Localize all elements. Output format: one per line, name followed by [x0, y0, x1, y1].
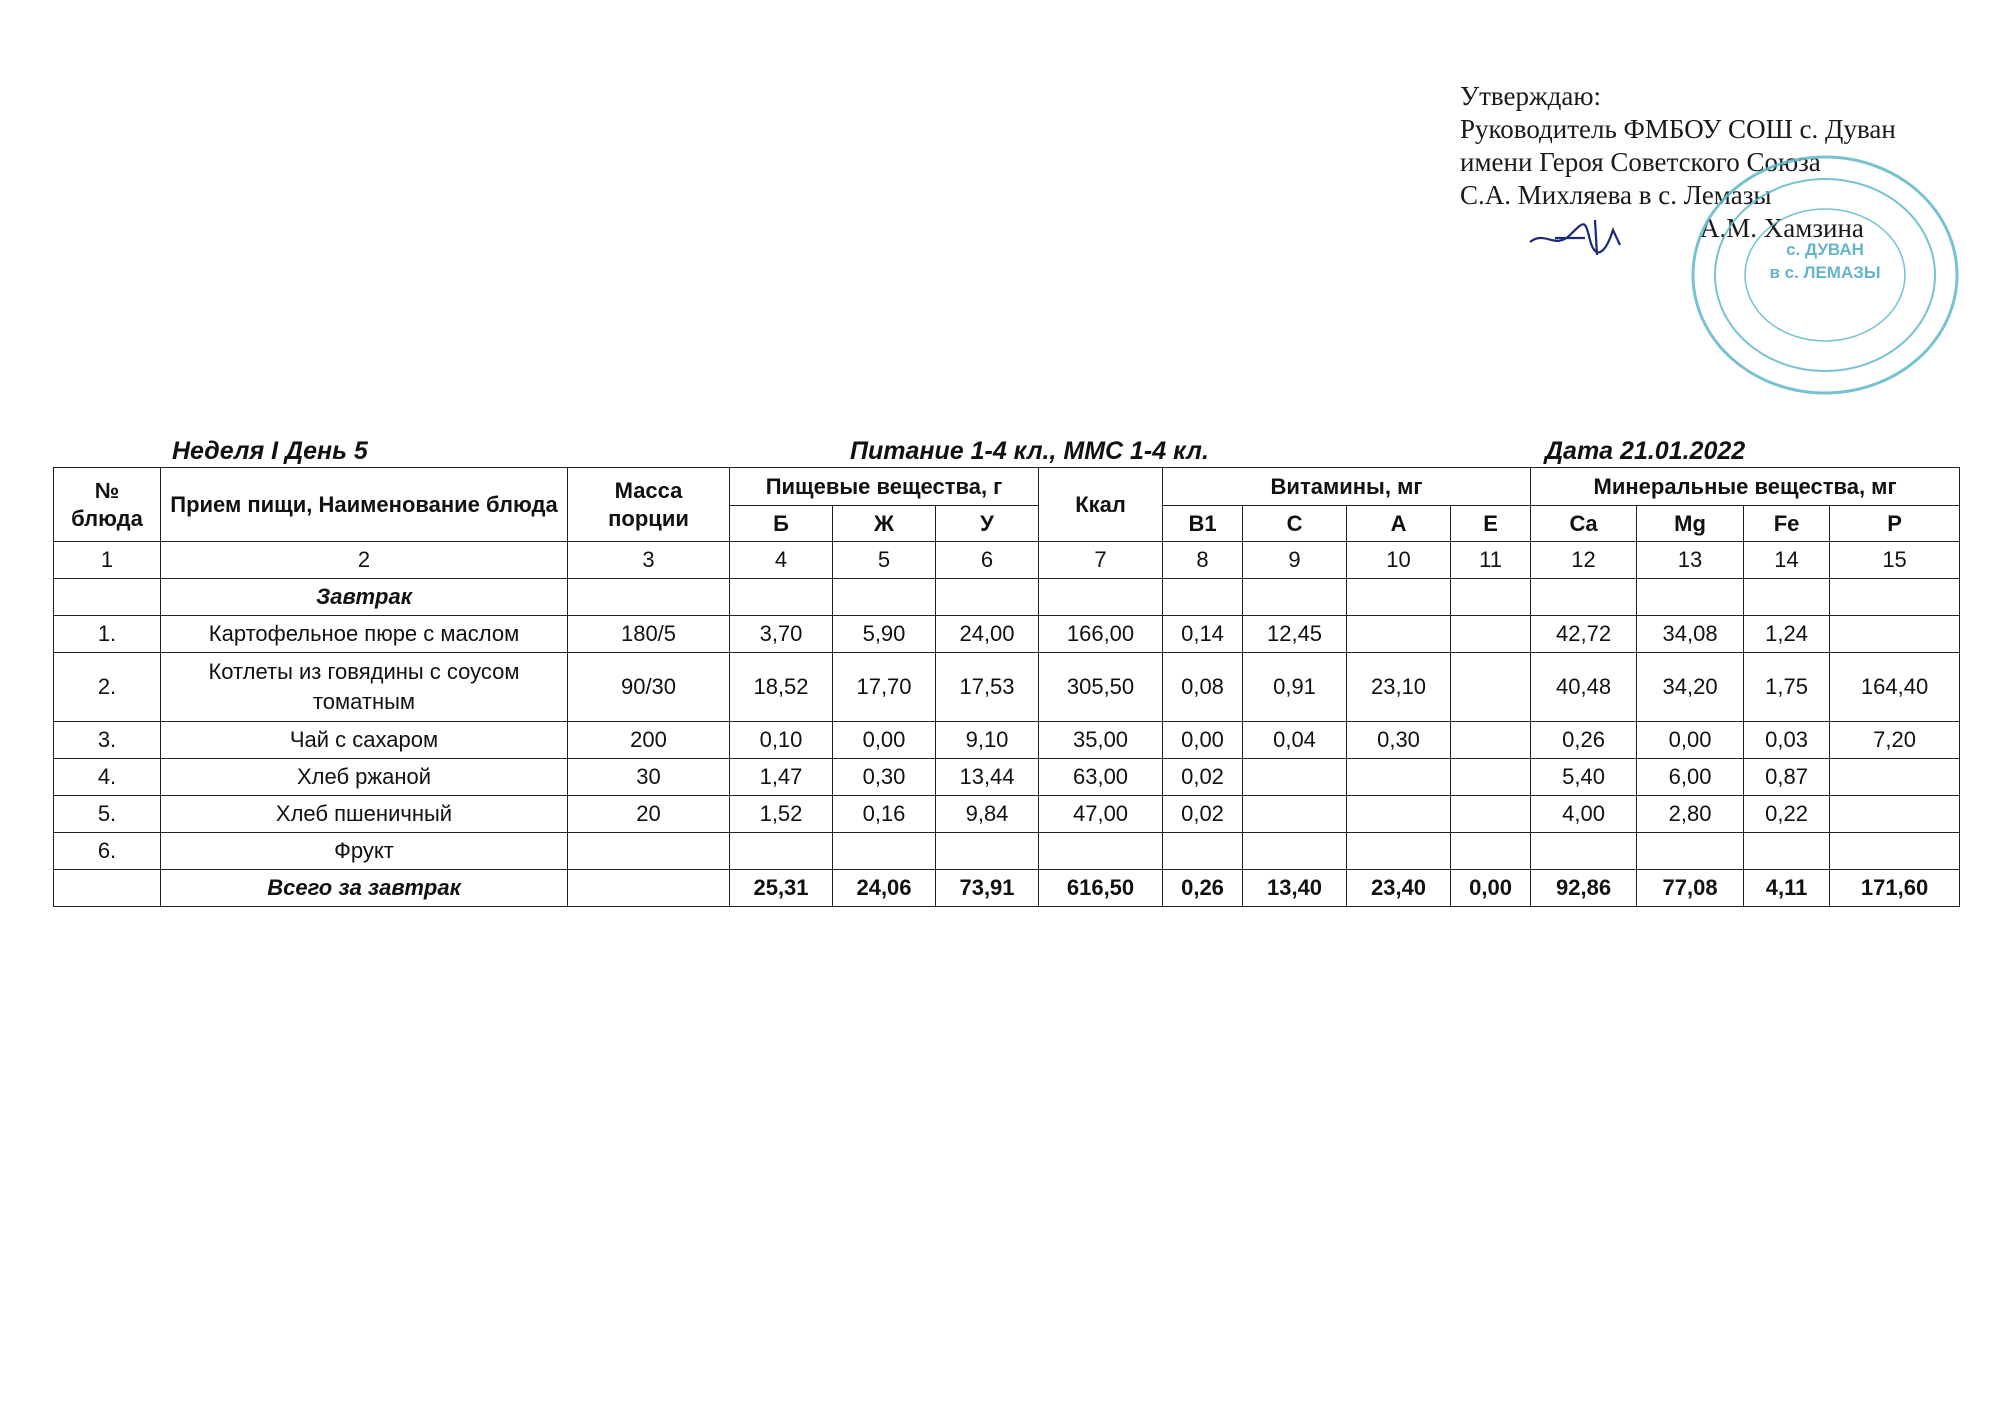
cell-ca [1531, 833, 1637, 870]
cell-c: 12,45 [1243, 616, 1347, 653]
col-number: 13 [1637, 542, 1744, 579]
cell-ca: 0,26 [1531, 722, 1637, 759]
cell-name: Котлеты из говядины с соусом томатным [161, 653, 568, 722]
cell-p [1830, 796, 1960, 833]
subheader-b: Б [730, 506, 833, 542]
cell-num: 2. [54, 653, 161, 722]
cell-p [1830, 759, 1960, 796]
header-kcal: Ккал [1039, 468, 1163, 542]
cell-b1: 0,08 [1163, 653, 1243, 722]
col-number: 12 [1531, 542, 1637, 579]
cell-mg [1637, 833, 1744, 870]
header-nutrients: Пищевые вещества, г [730, 468, 1039, 506]
cell-mg: 0,00 [1637, 722, 1744, 759]
cell-zh: 0,16 [833, 796, 936, 833]
col-number: 4 [730, 542, 833, 579]
cell-fe: 1,24 [1744, 616, 1830, 653]
cell-num: 1. [54, 616, 161, 653]
cell-kcal: 63,00 [1039, 759, 1163, 796]
cell-a [1347, 759, 1451, 796]
cell-zh: 5,90 [833, 616, 936, 653]
cell-mass [568, 833, 730, 870]
table-row [54, 722, 1960, 759]
cell-u: 17,53 [936, 653, 1039, 722]
cell-name: Хлеб пшеничный [161, 796, 568, 833]
cell-b1: 0,00 [1163, 722, 1243, 759]
total-a: 23,40 [1347, 870, 1451, 907]
approval-signer-name: А.М. Хамзина [1700, 213, 1864, 243]
cell-p [1830, 616, 1960, 653]
cell-c [1243, 796, 1347, 833]
stamp-seal [1685, 150, 1965, 400]
col-number: 9 [1243, 542, 1347, 579]
total-p: 171,60 [1830, 870, 1960, 907]
col-number: 8 [1163, 542, 1243, 579]
cell-p [1830, 833, 1960, 870]
cell-e [1451, 616, 1531, 653]
table-row [54, 833, 1960, 870]
cell-mass: 200 [568, 722, 730, 759]
cell-b: 18,52 [730, 653, 833, 722]
header-name: Прием пищи, Наименование блюда [161, 468, 568, 542]
cell-c [1243, 759, 1347, 796]
cell-a: 23,10 [1347, 653, 1451, 722]
col-number: 6 [936, 542, 1039, 579]
heading-food-group: Питание 1-4 кл., ММС 1-4 кл. [850, 437, 1209, 465]
approval-school-line-2: имени Героя Советского Союза [1460, 147, 1821, 177]
total-fe: 4,11 [1744, 870, 1830, 907]
total-b1: 0,26 [1163, 870, 1243, 907]
cell-fe: 0,87 [1744, 759, 1830, 796]
cell-ca: 5,40 [1531, 759, 1637, 796]
section-title: Завтрак [161, 579, 568, 616]
signature-mark [1525, 210, 1635, 260]
cell-name: Хлеб ржаной [161, 759, 568, 796]
cell-zh: 17,70 [833, 653, 936, 722]
cell-e [1451, 722, 1531, 759]
subheader-fe: Fe [1744, 506, 1830, 542]
cell-b: 0,10 [730, 722, 833, 759]
cell-a [1347, 833, 1451, 870]
section-row [54, 579, 1960, 616]
cell-kcal: 35,00 [1039, 722, 1163, 759]
menu-table [53, 467, 1960, 907]
cell-a [1347, 616, 1451, 653]
cell-kcal: 47,00 [1039, 796, 1163, 833]
total-ca: 92,86 [1531, 870, 1637, 907]
cell-name: Чай с сахаром [161, 722, 568, 759]
heading-date: Дата 21.01.2022 [1545, 437, 1746, 465]
cell-u: 24,00 [936, 616, 1039, 653]
cell-mass: 20 [568, 796, 730, 833]
table-header-row [54, 468, 1960, 506]
subheader-c: С [1243, 506, 1347, 542]
table-row [54, 759, 1960, 796]
table-row [54, 653, 1960, 722]
svg-text:с. ДУВАН: с. ДУВАН [1786, 240, 1864, 259]
cell-ca: 40,48 [1531, 653, 1637, 722]
col-number: 10 [1347, 542, 1451, 579]
cell-zh: 0,00 [833, 722, 936, 759]
cell-kcal: 305,50 [1039, 653, 1163, 722]
cell-kcal: 166,00 [1039, 616, 1163, 653]
header-mass: Масса порции [568, 468, 730, 542]
col-number: 11 [1451, 542, 1531, 579]
cell-num: 6. [54, 833, 161, 870]
header-minerals: Минеральные вещества, мг [1531, 468, 1960, 506]
cell-ca: 42,72 [1531, 616, 1637, 653]
cell-mg: 34,08 [1637, 616, 1744, 653]
cell-u: 9,84 [936, 796, 1039, 833]
column-numbers-row [54, 542, 1960, 579]
cell-ca: 4,00 [1531, 796, 1637, 833]
subheader-ca: Ca [1531, 506, 1637, 542]
cell-mass: 180/5 [568, 616, 730, 653]
col-number: 3 [568, 542, 730, 579]
cell-a [1347, 796, 1451, 833]
total-e: 0,00 [1451, 870, 1531, 907]
col-number: 5 [833, 542, 936, 579]
subheader-b1: В1 [1163, 506, 1243, 542]
cell-name: Фрукт [161, 833, 568, 870]
cell-b: 1,47 [730, 759, 833, 796]
cell-b: 3,70 [730, 616, 833, 653]
cell-b1: 0,02 [1163, 759, 1243, 796]
cell-fe [1744, 833, 1830, 870]
cell-a: 0,30 [1347, 722, 1451, 759]
cell-num: 5. [54, 796, 161, 833]
cell-u: 13,44 [936, 759, 1039, 796]
total-zh: 24,06 [833, 870, 936, 907]
cell-fe: 1,75 [1744, 653, 1830, 722]
heading-week-day: Неделя I День 5 [172, 437, 368, 465]
cell-kcal [1039, 833, 1163, 870]
cell-b: 1,52 [730, 796, 833, 833]
cell-mass: 30 [568, 759, 730, 796]
total-label: Всего за завтрак [161, 870, 568, 907]
col-number: 14 [1744, 542, 1830, 579]
cell-e [1451, 759, 1531, 796]
approval-title: Утверждаю: [1460, 81, 1602, 111]
cell-mg: 6,00 [1637, 759, 1744, 796]
cell-e [1451, 833, 1531, 870]
cell-zh: 0,30 [833, 759, 936, 796]
cell-b1 [1163, 833, 1243, 870]
cell-num: 3. [54, 722, 161, 759]
cell-b [730, 833, 833, 870]
cell-num: 4. [54, 759, 161, 796]
cell-fe: 0,22 [1744, 796, 1830, 833]
svg-text:в с. ЛЕМАЗЫ: в с. ЛЕМАЗЫ [1769, 263, 1881, 282]
col-number: 2 [161, 542, 568, 579]
total-b: 25,31 [730, 870, 833, 907]
total-kcal: 616,50 [1039, 870, 1163, 907]
cell-c: 0,91 [1243, 653, 1347, 722]
cell-p: 7,20 [1830, 722, 1960, 759]
total-c: 13,40 [1243, 870, 1347, 907]
approval-position: Руководитель ФМБОУ СОШ с. Дуван [1460, 114, 1896, 144]
subheader-p: P [1830, 506, 1960, 542]
cell-e [1451, 653, 1531, 722]
cell-e [1451, 796, 1531, 833]
cell-c: 0,04 [1243, 722, 1347, 759]
cell-mass: 90/30 [568, 653, 730, 722]
cell-b1: 0,14 [1163, 616, 1243, 653]
subheader-mg: Mg [1637, 506, 1744, 542]
col-number: 1 [54, 542, 161, 579]
table-row [54, 616, 1960, 653]
cell-name: Картофельное пюре с маслом [161, 616, 568, 653]
table-row [54, 796, 1960, 833]
cell-c [1243, 833, 1347, 870]
total-row [54, 870, 1960, 907]
cell-u [936, 833, 1039, 870]
cell-mg: 2,80 [1637, 796, 1744, 833]
cell-p: 164,40 [1830, 653, 1960, 722]
cell-mg: 34,20 [1637, 653, 1744, 722]
total-mg: 77,08 [1637, 870, 1744, 907]
approval-school-line-3: С.А. Михляева в с. Лемазы [1460, 180, 1772, 210]
cell-zh [833, 833, 936, 870]
header-num: № блюда [54, 468, 161, 542]
subheader-a: А [1347, 506, 1451, 542]
cell-fe: 0,03 [1744, 722, 1830, 759]
cell-b1: 0,02 [1163, 796, 1243, 833]
cell-u: 9,10 [936, 722, 1039, 759]
col-number: 15 [1830, 542, 1960, 579]
total-u: 73,91 [936, 870, 1039, 907]
header-vitamins: Витамины, мг [1163, 468, 1531, 506]
subheader-zh: Ж [833, 506, 936, 542]
subheader-u: У [936, 506, 1039, 542]
col-number: 7 [1039, 542, 1163, 579]
subheader-e: Е [1451, 506, 1531, 542]
